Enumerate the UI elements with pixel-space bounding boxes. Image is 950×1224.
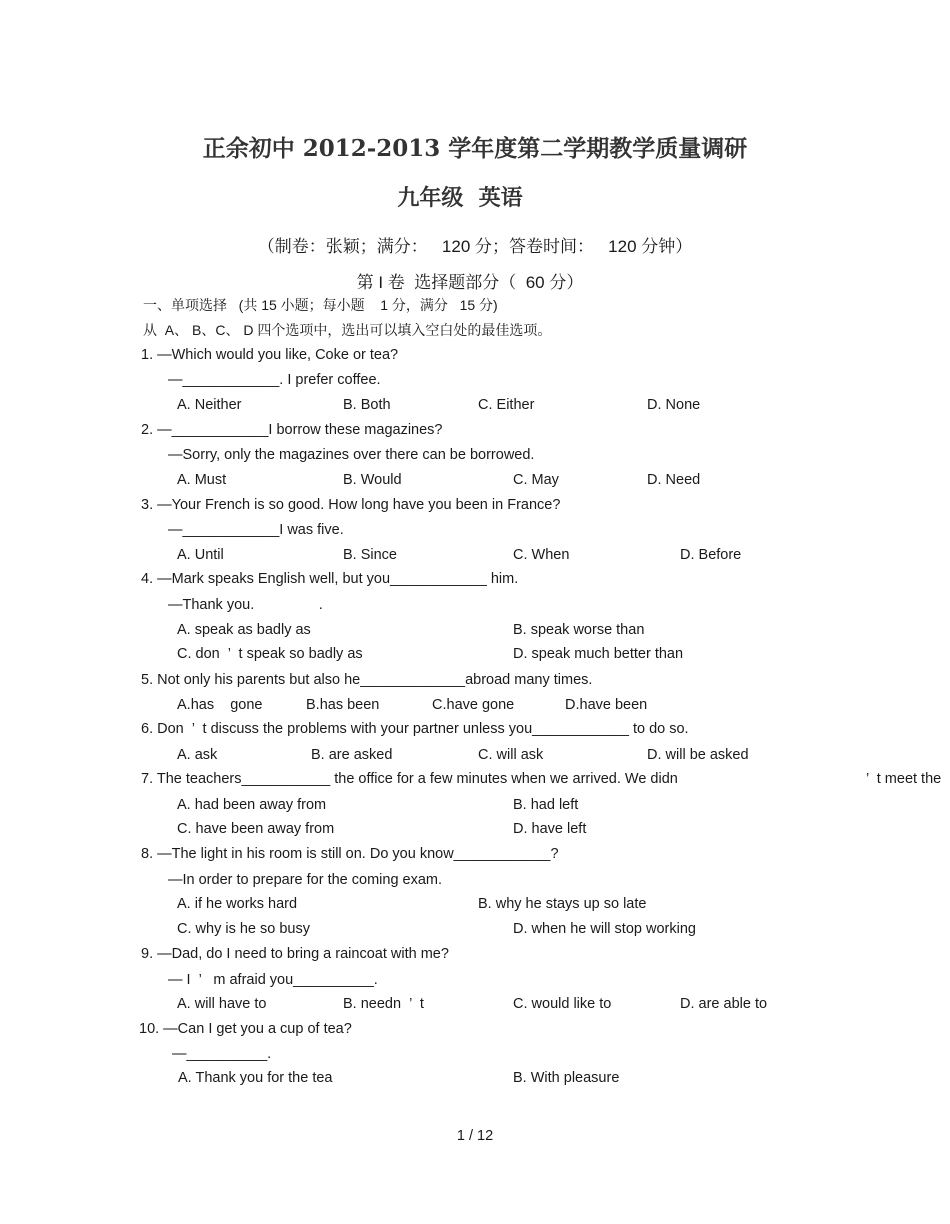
question-10-reply: —__________. — [172, 1046, 272, 1062]
question-9-option-c: C. would like to — [513, 996, 612, 1012]
question-3-option-c: C. When — [513, 547, 570, 563]
section-heading: 一、单项选择 (共 15 小题；每小题 1 分，满分 15 分) — [143, 297, 498, 313]
question-8-option-d: D. when he will stop working — [513, 921, 696, 937]
question-8-option-a: A. if he works hard — [177, 896, 298, 912]
question-6-stem: 6. Don ’ t discuss the problems with your partner unless you____________ to do so. — [141, 721, 689, 737]
question-3-stem: 3. —Your French is so good. How long have you been in France? — [141, 497, 561, 513]
part-heading: 第 I 卷 选择题部分（ 60 分） — [356, 273, 584, 292]
question-10-option-b: B. With pleasure — [513, 1070, 620, 1086]
question-5-option-a: A.has gone — [177, 697, 263, 713]
question-7-option-b: B. had left — [513, 797, 579, 813]
question-3-option-b: B. Since — [343, 547, 397, 563]
question-4-reply: —Thank you. . — [168, 597, 323, 613]
question-6-option-d: D. will be asked — [647, 747, 749, 763]
question-10-option-a: A. Thank you for the tea — [178, 1070, 333, 1086]
question-7-stem: 7. The teachers___________ the office for a few minutes when we arrived. We didn — [141, 771, 678, 787]
exam-subtitle: 九年级 英语 — [397, 185, 523, 211]
question-8-stem: 8. —The light in his room is still on. Do you know____________? — [141, 846, 559, 862]
question-5-stem: 5. Not only his parents but also he_____________abroad many times. — [141, 672, 593, 688]
question-9-stem: 9. —Dad, do I need to bring a raincoat with me? — [141, 946, 449, 962]
page-number: 1 / 12 — [456, 1128, 494, 1144]
question-7-option-d: D. have left — [513, 821, 587, 837]
question-7-stem-end: ’ t meet the — [866, 771, 942, 787]
question-3-option-d: D. Before — [680, 547, 742, 563]
question-5-option-b: B.has been — [306, 697, 380, 713]
question-6-option-a: A. ask — [177, 747, 218, 763]
question-2-option-c: C. May — [513, 472, 559, 488]
question-2-option-a: A. Must — [177, 472, 227, 488]
question-9-option-a: A. will have to — [177, 996, 267, 1012]
question-1-stem: 1. —Which would you like, Coke or tea? — [141, 347, 399, 363]
question-1-option-c: C. Either — [478, 397, 535, 413]
question-3-option-a: A. Until — [177, 547, 224, 563]
question-8-option-b: B. why he stays up so late — [478, 896, 647, 912]
question-8-option-c: C. why is he so busy — [177, 921, 310, 937]
question-3-reply: —____________I was five. — [168, 522, 344, 538]
question-5-option-d: D.have been — [565, 697, 648, 713]
question-10-stem: 10. —Can I get you a cup of tea? — [139, 1021, 352, 1037]
question-9-option-b: B. needn ’ t — [343, 996, 424, 1012]
question-5-option-c: C.have gone — [432, 697, 515, 713]
question-4-stem: 4. —Mark speaks English well, but you____________ him. — [141, 571, 519, 587]
question-1-option-a: A. Neither — [177, 397, 242, 413]
question-9-option-d: D. are able to — [680, 996, 768, 1012]
question-4-option-a: A. speak as badly as — [177, 622, 311, 638]
question-6-option-c: C. will ask — [478, 747, 544, 763]
question-7-option-a: A. had been away from — [177, 797, 327, 813]
question-6-option-b: B. are asked — [311, 747, 393, 763]
question-1-reply: —____________. I prefer coffee. — [168, 372, 381, 388]
question-2-option-d: D. Need — [647, 472, 701, 488]
question-2-stem: 2. —____________I borrow these magazines? — [141, 422, 443, 438]
section-instruction: 从 A、 B、C、 D 四个选项中，选出可以填入空白处的最佳选项。 — [143, 322, 552, 338]
exam-meta: （制卷：张颖；满分： 120 分；答卷时间： 120 分钟） — [257, 237, 693, 256]
question-4-option-d: D. speak much better than — [513, 646, 684, 662]
question-7-option-c: C. have been away from — [177, 821, 335, 837]
question-4-option-c: C. don ’ t speak so badly as — [177, 646, 363, 662]
exam-title: 正余初中 2012-2013 学年度第二学期教学质量调研 — [202, 135, 748, 162]
question-2-option-b: B. Would — [343, 472, 402, 488]
question-4-option-b: B. speak worse than — [513, 622, 645, 638]
question-9-reply: — I ’ m afraid you__________. — [168, 972, 378, 988]
question-1-option-d: D. None — [647, 397, 701, 413]
question-2-reply: —Sorry, only the magazines over there can be borrowed. — [168, 447, 535, 463]
question-8-reply: —In order to prepare for the coming exam. — [168, 872, 443, 888]
question-1-option-b: B. Both — [343, 397, 391, 413]
